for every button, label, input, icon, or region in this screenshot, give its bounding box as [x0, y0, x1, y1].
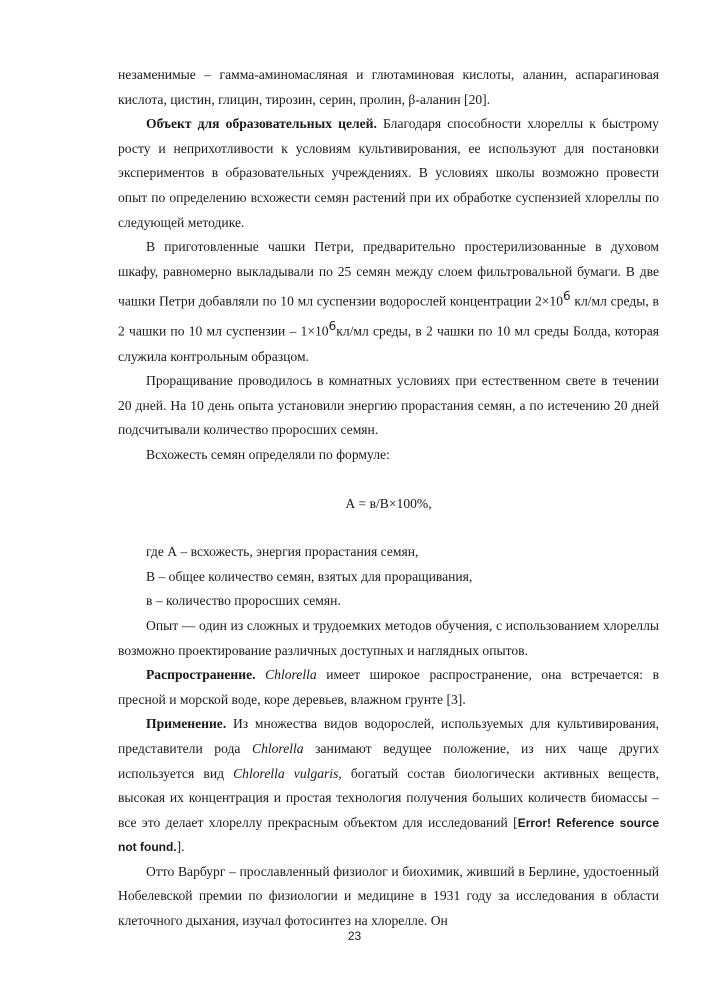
species-name: Chlorella: [265, 667, 317, 683]
section-heading-distribution: Распространение.: [146, 667, 256, 683]
paragraph-text: Всхожесть семян определяли по формуле:: [146, 446, 390, 462]
definition-b-sprouted: в – количество проросших семян.: [146, 593, 341, 609]
formula: А = в/В×100%,: [345, 495, 432, 511]
paragraph-text: , богатый состав биологически активных веществ, высокая их концентрация и простая технология получения больших количеств биомассы – все это делает хлореллу прекрасным объектом для исследований [: [118, 765, 659, 830]
species-name: Chlorella vulgaris: [233, 765, 339, 781]
paragraph-text: В приготовленные чашки Петри, предварительно простерилизованные в духовом шкафу, равномерно выкладывали по 25 семян между слоем фильтровальной бумаги. В две чашки Петри добавляли по 10 мл суспензии водорослей концентрации 2×10: [118, 239, 659, 309]
broken-reference: Error! Reference source not found.: [118, 815, 659, 855]
paragraph-text: незаменимые – гамма-аминомасляная и глютаминовая кислоты, аланин, аспарагиновая кислота, цистин, глицин, тирозин, серин, пролин, β-аланин [20].: [118, 67, 659, 107]
paragraph-text: ].: [176, 839, 185, 855]
paragraph-text: Отто Варбург – прославленный физиолог и биохимик, живший в Берлине, удостоенный Нобелевской премии по физиологии и медицине в 1931 году за исследования в области клеточного дыхания, изучал фотосинтез на хлорелле. Он: [118, 863, 659, 929]
genus-name: Chlorella: [252, 740, 304, 756]
superscript-exponent: 6: [328, 319, 337, 334]
paragraph-text: Из множества видов водорослей, используемых для культивирования, представители рода: [118, 716, 659, 756]
paragraph-petri-dishes: [118, 235, 659, 369]
paragraph-experiment: [118, 614, 659, 663]
paragraph-text: Проращивание проводилось в комнатных условиях при естественном свете в течении 20 дней. На 10 день опыта установили энергию прорастания семян, а по истечению 20 дней подсчитывали количество проросших семян.: [118, 373, 659, 438]
paragraph-education: [118, 112, 659, 235]
section-heading-application: Применение.: [146, 716, 227, 732]
paragraph-text: занимают ведущее положение, из них чаще других используется вид: [118, 740, 659, 781]
paragraph-formula-intro: [118, 443, 659, 468]
paragraph-warburg: [118, 860, 659, 934]
paragraph-text: имеет широкое распространение, она встречается: в пресной и морской воде, коре деревьев, влажном грунте [3].: [118, 667, 659, 707]
paragraph-distribution: [118, 663, 659, 712]
section-heading-education: Объект для образовательных целей.: [146, 116, 377, 132]
definition-a: где А – всхожесть, энергия прорастания семян,: [146, 544, 419, 560]
body-text: [118, 63, 659, 934]
paragraph-text: [256, 667, 266, 682]
paragraph-text: кл/мл среды, в 2 чашки по 10 мл суспензии – 1×10: [118, 293, 659, 339]
paragraph-text: Опыт — один из сложных и трудоемких методов обучения, с использованием хлореллы возможно проектирование различных доступных и наглядных опытов.: [118, 617, 659, 658]
paragraph-germination: [118, 369, 659, 443]
paragraph-application: [118, 712, 659, 860]
definition-b-total: В – общее количество семян, взятых для проращивания,: [146, 568, 473, 584]
paragraph-amino-acids: [118, 63, 659, 112]
paragraph-text: кл/мл среды, в 2 чашки по 10 мл среды Болда, которая служила контрольным образцом.: [118, 324, 659, 364]
paragraph-text: Благодаря способности хлореллы к быстрому росту и неприхотливости к условиям культивирования, ее используют для постановки экспериментов в образовательных учреждениях. В условиях школы возможно провести опыт по определению всхожести семян растений при их обработке суспензией хлореллы по следующей методике.: [118, 116, 659, 230]
superscript-exponent: 6: [563, 289, 571, 304]
page-number: 23: [347, 929, 362, 943]
